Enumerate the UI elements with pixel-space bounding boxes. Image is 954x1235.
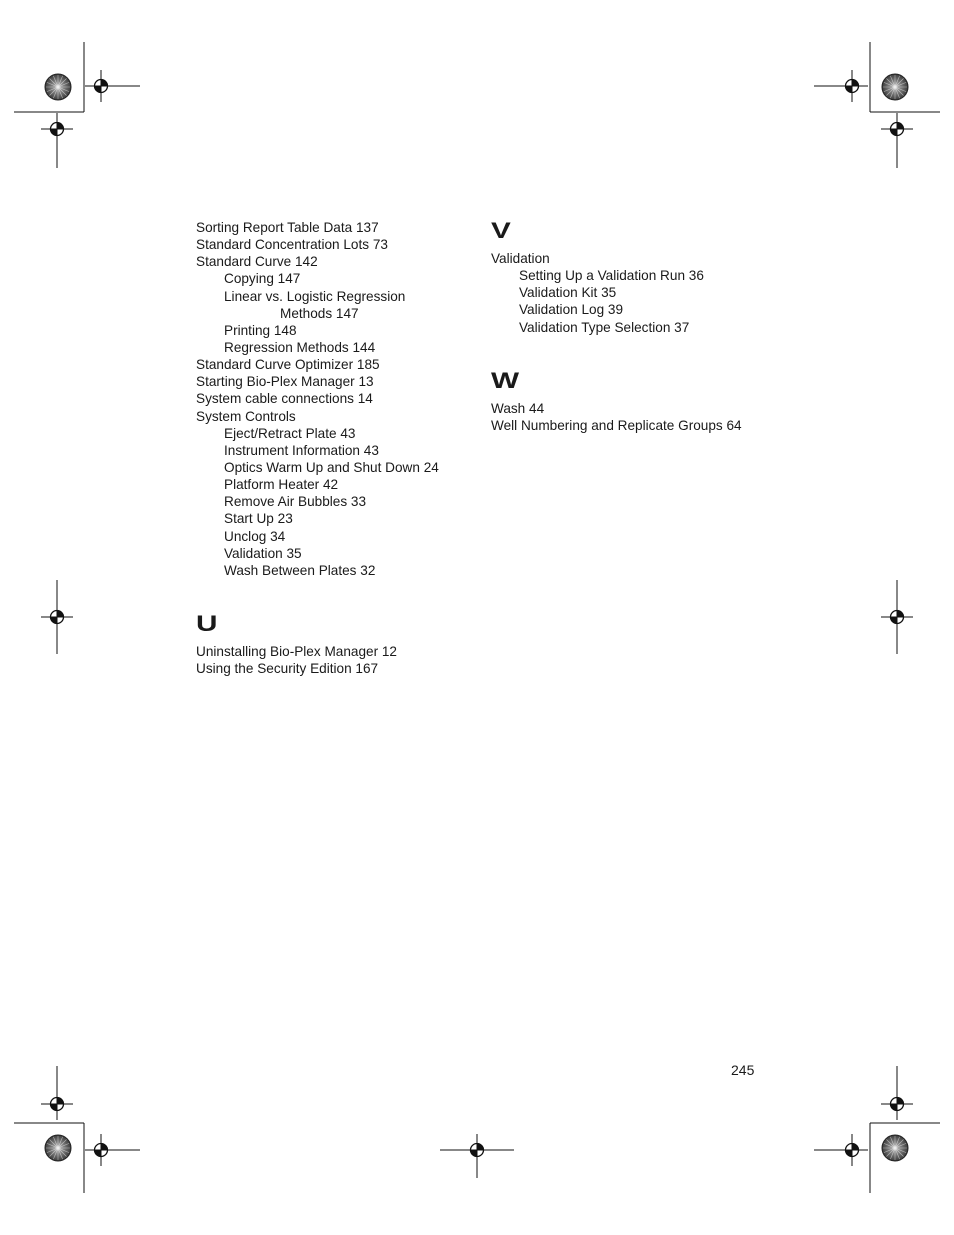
index-column-right <box>491 218 781 434</box>
crop-marks-top-right <box>814 42 940 168</box>
index-subentry: Platform Heater 42 <box>224 477 339 493</box>
index-subentry: Unclog 34 <box>224 528 286 544</box>
section-spacer <box>196 579 486 611</box>
index-entry: Sorting Report Table Data 137 <box>196 220 379 235</box>
index-subentry: Validation Log 39 <box>519 302 624 318</box>
index-subentry: Remove Air Bubbles 33 <box>224 494 367 510</box>
index-entry: Uninstalling Bio-Plex Manager 12 <box>196 643 397 659</box>
registration-target-bottom-center <box>440 1134 514 1178</box>
index-entry: Starting Bio-Plex Manager 13 <box>196 374 374 390</box>
crop-marks-bottom-right <box>814 1066 940 1193</box>
index-entry: Standard Curve 142 <box>196 254 318 270</box>
index-subentry: Eject/Retract Plate 43 <box>224 425 356 441</box>
section-letter-u: U <box>196 610 218 636</box>
index-subentry: Copying 147 <box>224 271 301 287</box>
index-subentry: Regression Methods 144 <box>224 339 376 355</box>
index-entry: Using the Security Edition 167 <box>196 661 379 677</box>
index-subentry-continuation: Methods 147 <box>280 305 359 321</box>
index-subentry: Instrument Information 43 <box>224 442 379 458</box>
index-subentry: Validation Kit 35 <box>519 285 617 301</box>
index-subentry: Validation 35 <box>224 545 302 561</box>
index-entry: System Controls <box>196 408 296 424</box>
index-entry: Well Numbering and Replicate Groups 64 <box>491 417 742 433</box>
index-subentry: Validation Type Selection 37 <box>519 319 690 335</box>
crop-marks-top-left <box>14 42 140 168</box>
index-entry: Validation <box>491 251 550 266</box>
index-subentry: Start Up 23 <box>224 511 293 527</box>
index-column-left <box>196 219 486 677</box>
index-subentry: Wash Between Plates 32 <box>224 562 376 578</box>
index-subentry: Linear vs. Logistic Regression <box>224 288 406 304</box>
index-entry: System cable connections 14 <box>196 391 373 407</box>
index-entry: Standard Curve Optimizer 185 <box>196 357 380 373</box>
section-letter-w: W <box>491 367 520 393</box>
index-entry: Standard Concentration Lots 73 <box>196 237 388 253</box>
registration-target-left-middle <box>41 580 73 654</box>
section-letter-v: V <box>491 218 511 243</box>
registration-target-right-middle <box>881 580 913 654</box>
index-subentry: Setting Up a Validation Run 36 <box>519 268 704 284</box>
page-number: 245 <box>731 1062 755 1078</box>
crop-marks-bottom-left <box>14 1066 140 1193</box>
section-spacer <box>491 336 781 368</box>
index-subentry: Optics Warm Up and Shut Down 24 <box>224 459 439 475</box>
index-subentry: Printing 148 <box>224 322 297 338</box>
index-entry: Wash 44 <box>491 400 545 416</box>
